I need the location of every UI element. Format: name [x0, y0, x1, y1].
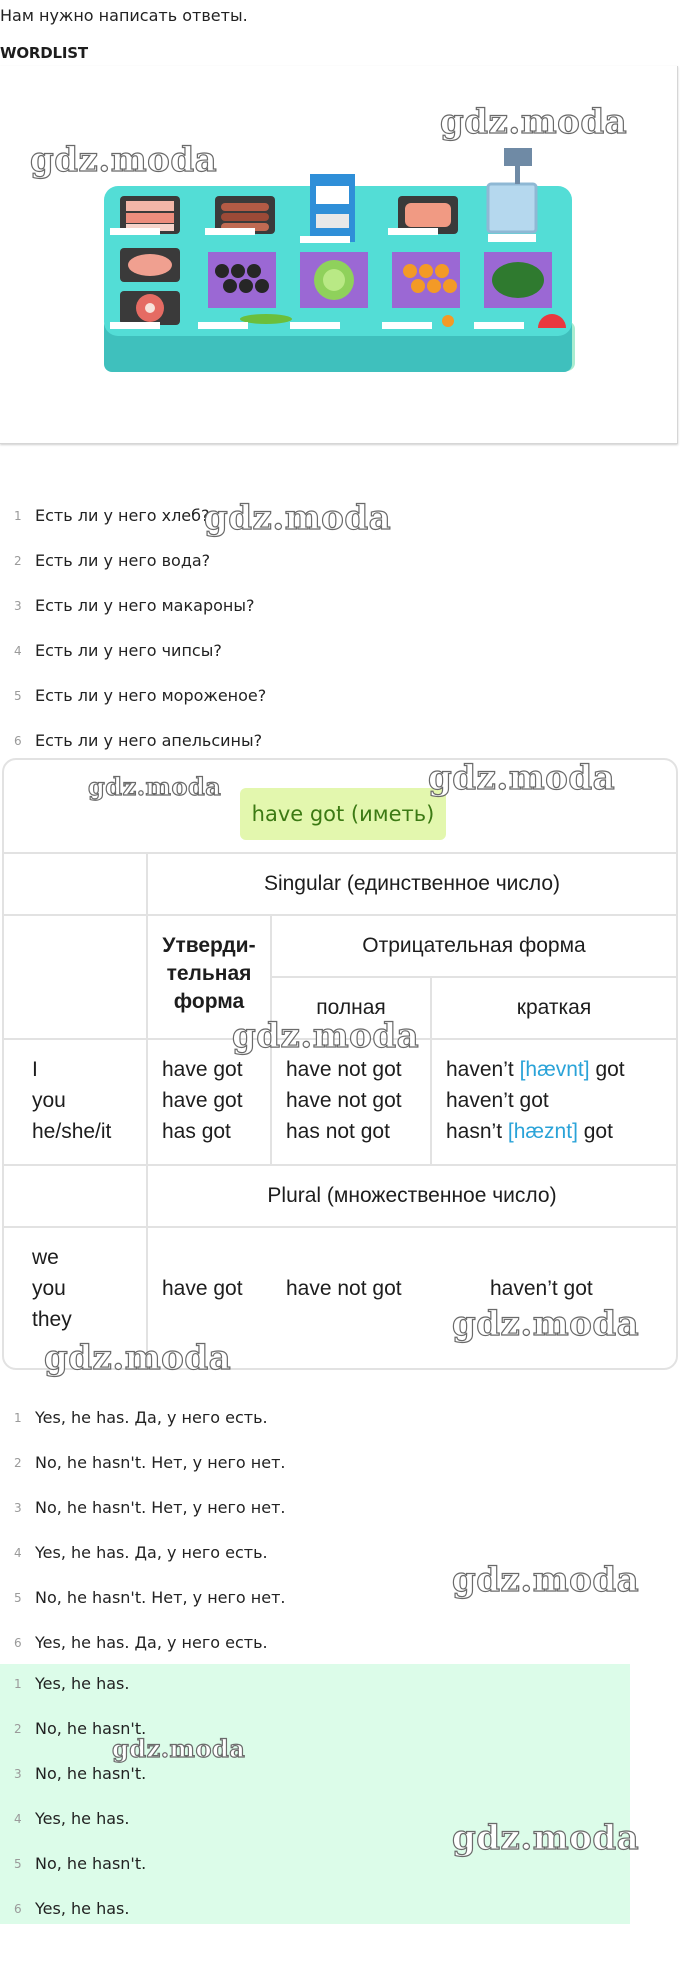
short-form-text: haven’t got	[446, 1089, 549, 1112]
pronoun: you	[32, 1277, 66, 1300]
item-number: 2	[14, 1722, 22, 1736]
item-number: 1	[14, 1677, 22, 1691]
affirmative-form: has got	[162, 1120, 231, 1143]
item-number: 5	[14, 1591, 22, 1605]
list-item	[0, 1674, 680, 1719]
item-number: 5	[14, 689, 22, 703]
item-text: Есть ли у него чипсы?	[35, 641, 222, 660]
item-text: No, he hasn't.	[35, 1854, 147, 1873]
negative-short-form: haven’t got	[490, 1277, 593, 1300]
item-text: Yes, he has. Да, у него есть.	[35, 1408, 268, 1427]
divider	[4, 914, 676, 916]
watermark: gdz.moda	[452, 1818, 640, 1858]
divider	[270, 976, 676, 978]
negative-header: Отрицательная форма	[362, 934, 586, 957]
item-number: 2	[14, 554, 22, 568]
plural-header: Plural (множественное число)	[267, 1184, 557, 1207]
list-item	[0, 1764, 680, 1809]
list-item	[0, 1408, 680, 1453]
negative-full-form: have not got	[286, 1058, 402, 1081]
watermark: gdz.moda	[30, 140, 218, 180]
item-text: No, he hasn't. Нет, у него нет.	[35, 1588, 286, 1607]
pronoun: we	[32, 1246, 59, 1269]
divider	[4, 852, 676, 854]
item-number: 6	[14, 734, 22, 748]
divider	[4, 1226, 676, 1228]
list-item	[0, 641, 680, 686]
list-item	[0, 1899, 680, 1944]
divider	[4, 1164, 676, 1166]
item-text: No, he hasn't. Нет, у него нет.	[35, 1498, 286, 1517]
transcription: [hæznt]	[507, 1120, 578, 1143]
negative-full-form: have not got	[286, 1277, 402, 1300]
short-form-text: got	[577, 1120, 613, 1143]
singular-header: Singular (единственное число)	[263, 872, 561, 895]
list-item	[0, 1854, 680, 1899]
item-text: No, he hasn't.	[35, 1719, 147, 1738]
intro-text: Нам нужно написать ответы.	[0, 6, 248, 25]
negative-full-form: have not got	[286, 1089, 402, 1112]
watermark: gdz.moda	[428, 758, 616, 798]
header-line: Утверди-	[162, 934, 256, 957]
item-number: 3	[14, 1767, 22, 1781]
grammar-title: have got (иметь)	[240, 788, 446, 840]
short-form-text: haven’t	[446, 1058, 520, 1081]
item-text: Есть ли у него макароны?	[35, 596, 255, 615]
list-item	[0, 1719, 680, 1764]
watermark: gdz.moda	[44, 1338, 232, 1378]
watermark: gdz.moda	[232, 1016, 420, 1056]
list-item	[0, 596, 680, 641]
transcription: [hævnt]	[519, 1058, 590, 1081]
pronoun: I	[32, 1058, 38, 1081]
item-text: No, he hasn't.	[35, 1764, 147, 1783]
short-header: краткая	[516, 996, 592, 1019]
affirmative-form: have got	[162, 1277, 243, 1300]
affirmative-header	[148, 932, 270, 1016]
item-number: 3	[14, 1501, 22, 1515]
item-number: 2	[14, 1456, 22, 1470]
item-number: 4	[14, 644, 22, 658]
list-item	[0, 686, 680, 731]
pronoun: they	[32, 1308, 72, 1331]
pronoun: he/she/it	[32, 1120, 112, 1143]
list-item	[0, 1453, 680, 1498]
item-number: 1	[14, 1411, 22, 1425]
item-number: 3	[14, 599, 22, 613]
header-line: форма	[173, 990, 245, 1013]
negative-short-form	[446, 1085, 549, 1116]
item-text: No, he hasn't. Нет, у него нет.	[35, 1453, 286, 1472]
item-number: 6	[14, 1902, 22, 1916]
affirmative-form: have got	[162, 1058, 243, 1081]
short-form-text: got	[589, 1058, 625, 1081]
item-number: 4	[14, 1812, 22, 1826]
watermark: gdz.moda	[112, 1734, 246, 1763]
item-text: Yes, he has. Да, у него есть.	[35, 1633, 268, 1652]
item-text: Есть ли у него вода?	[35, 551, 211, 570]
watermark: gdz.moda	[440, 102, 628, 142]
negative-full-form: has not got	[286, 1120, 390, 1143]
wordlist-label: WORDLIST	[0, 44, 88, 62]
affirmative-form: have got	[162, 1089, 243, 1112]
list-item	[0, 551, 680, 596]
list-item	[0, 1498, 680, 1543]
item-text: Yes, he has. Да, у него есть.	[35, 1543, 268, 1562]
watermark: gdz.moda	[452, 1304, 640, 1344]
grammar-table	[2, 758, 678, 1370]
header-line: тельная	[166, 962, 252, 985]
short-form-text: hasn’t	[446, 1120, 508, 1143]
item-text: Есть ли у него апельсины?	[35, 731, 263, 750]
item-number: 5	[14, 1857, 22, 1871]
watermark: gdz.moda	[88, 772, 222, 801]
watermark: gdz.moda	[452, 1560, 640, 1600]
full-header: полная	[316, 996, 386, 1019]
item-number: 6	[14, 1636, 22, 1650]
item-number: 4	[14, 1546, 22, 1560]
negative-short-form	[446, 1116, 613, 1147]
item-text: Yes, he has.	[35, 1899, 130, 1918]
pronoun: you	[32, 1089, 66, 1112]
negative-short-form	[446, 1054, 625, 1085]
item-text: Yes, he has.	[35, 1674, 130, 1693]
item-text: Есть ли у него хлеб?	[35, 506, 210, 525]
watermark: gdz.moda	[204, 498, 392, 538]
item-text: Есть ли у него мороженое?	[35, 686, 267, 705]
short-answer-list	[0, 1664, 630, 1924]
item-number: 1	[14, 509, 22, 523]
item-text: Yes, he has.	[35, 1809, 130, 1828]
